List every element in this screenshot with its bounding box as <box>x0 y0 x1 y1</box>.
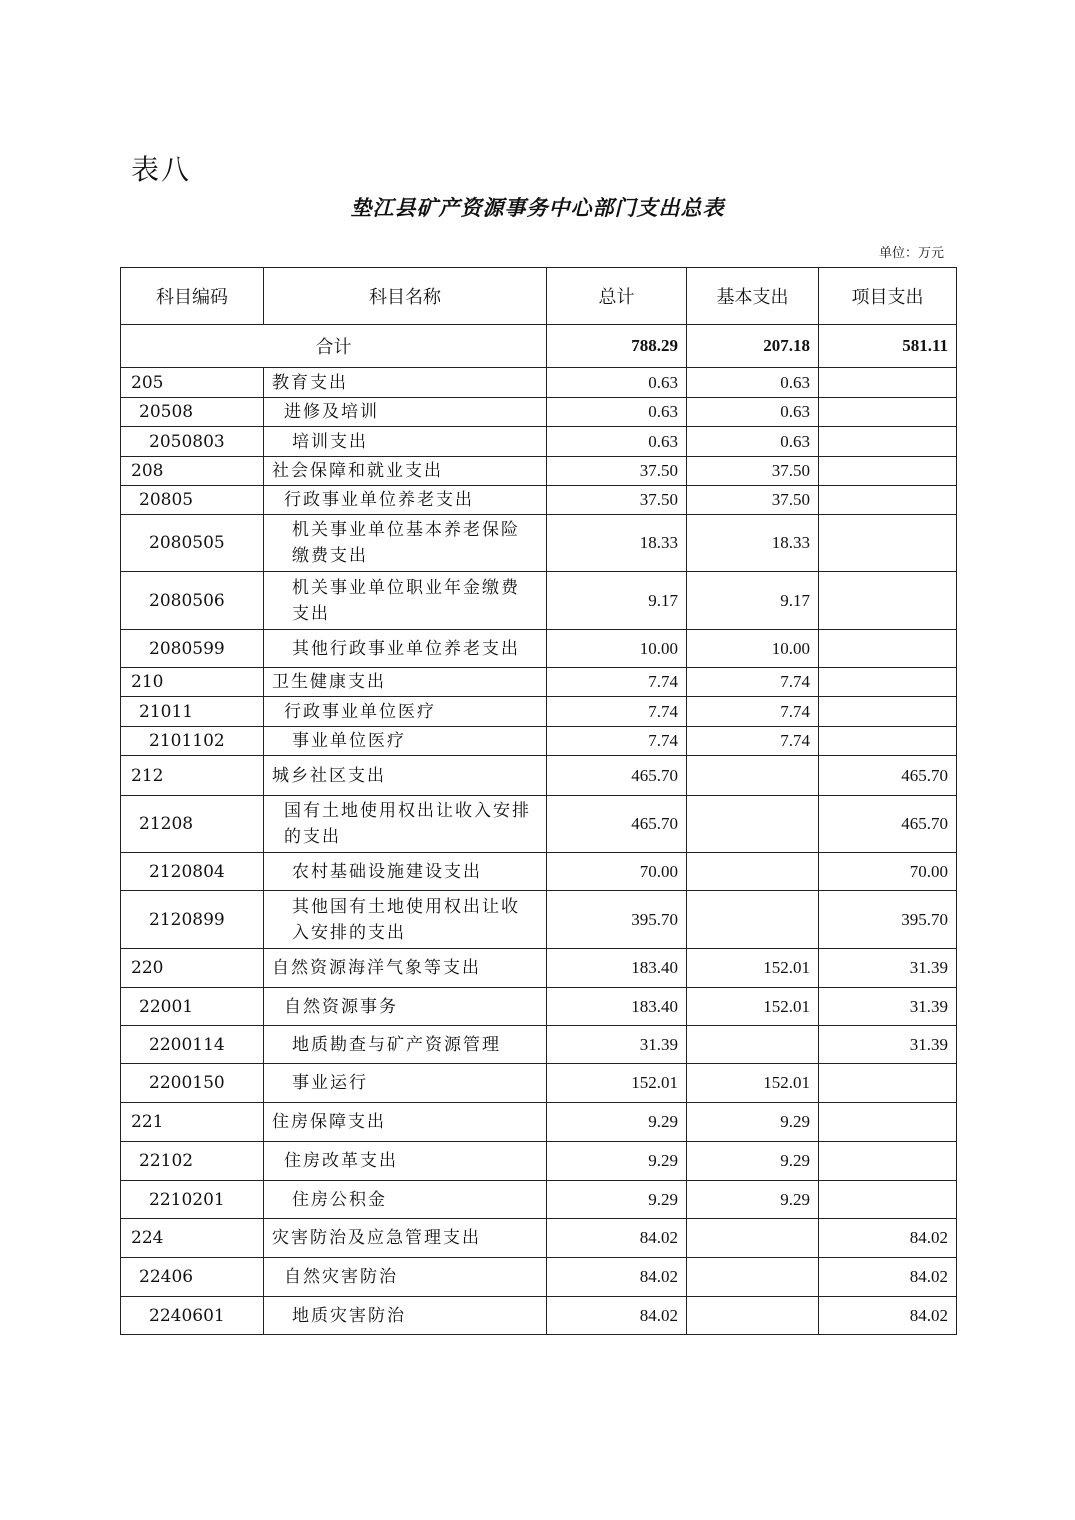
table-row <box>121 1181 957 1219</box>
table-row <box>121 1103 957 1142</box>
row-code: 2200114 <box>121 1026 264 1064</box>
table-row <box>121 1142 957 1181</box>
row-code: 2120899 <box>121 891 264 949</box>
row-name: 住房公积金 <box>264 1181 547 1219</box>
row-name: 自然灾害防治 <box>264 1258 547 1297</box>
table-row <box>121 853 957 891</box>
table-row <box>121 368 957 398</box>
row-total: 465.70 <box>547 796 687 853</box>
header-name: 科目名称 <box>264 268 547 325</box>
row-name: 地质勘查与矿产资源管理 <box>264 1026 547 1064</box>
row-name: 其他行政事业单位养老支出 <box>264 630 547 668</box>
table-row <box>121 398 957 427</box>
row-basic: 9.29 <box>687 1103 819 1142</box>
row-name: 培训支出 <box>264 427 547 457</box>
row-project <box>819 1181 957 1219</box>
row-total: 0.63 <box>547 427 687 457</box>
row-name: 自然资源海洋气象等支出 <box>264 949 547 988</box>
table-row <box>121 949 957 988</box>
row-project: 84.02 <box>819 1219 957 1258</box>
row-project: 465.70 <box>819 796 957 853</box>
row-project: 70.00 <box>819 853 957 891</box>
table-row <box>121 697 957 727</box>
row-total: 465.70 <box>547 756 687 796</box>
row-total: 84.02 <box>547 1219 687 1258</box>
unit-note: 单位：万元 <box>878 246 944 261</box>
row-basic <box>687 853 819 891</box>
row-name: 社会保障和就业支出 <box>264 457 547 486</box>
row-name: 进修及培训 <box>264 398 547 427</box>
row-project: 465.70 <box>819 756 957 796</box>
table-row <box>121 891 957 949</box>
row-project <box>819 1142 957 1181</box>
row-name: 机关事业单位基本养老保险缴费支出 <box>264 515 547 572</box>
row-total: 9.29 <box>547 1103 687 1142</box>
total-project: 581.11 <box>819 325 957 368</box>
row-total: 183.40 <box>547 988 687 1026</box>
row-basic: 7.74 <box>687 668 819 697</box>
row-basic: 18.33 <box>687 515 819 572</box>
row-basic <box>687 891 819 949</box>
row-total: 7.74 <box>547 697 687 727</box>
row-basic <box>687 796 819 853</box>
row-total: 0.63 <box>547 398 687 427</box>
row-code: 2200150 <box>121 1064 264 1103</box>
table-row <box>121 796 957 853</box>
table-header-row <box>121 268 957 325</box>
row-code: 2080506 <box>121 572 264 630</box>
row-code: 2050803 <box>121 427 264 457</box>
table-row <box>121 1219 957 1258</box>
row-name: 城乡社区支出 <box>264 756 547 796</box>
table-row <box>121 630 957 668</box>
row-total: 18.33 <box>547 515 687 572</box>
row-basic: 0.63 <box>687 368 819 398</box>
row-project <box>819 572 957 630</box>
table-row <box>121 1258 957 1297</box>
row-basic <box>687 1297 819 1335</box>
row-total: 31.39 <box>547 1026 687 1064</box>
row-code: 2080505 <box>121 515 264 572</box>
table-row <box>121 1064 957 1103</box>
row-total: 9.29 <box>547 1181 687 1219</box>
row-project: 31.39 <box>819 1026 957 1064</box>
row-code: 224 <box>121 1219 264 1258</box>
table-row <box>121 1026 957 1064</box>
row-basic: 9.29 <box>687 1142 819 1181</box>
row-code: 21208 <box>121 796 264 853</box>
total-total: 788.29 <box>547 325 687 368</box>
row-name: 卫生健康支出 <box>264 668 547 697</box>
row-project <box>819 697 957 727</box>
expenditure-table <box>120 267 957 1335</box>
row-code: 20805 <box>121 486 264 515</box>
row-code: 22001 <box>121 988 264 1026</box>
row-total: 70.00 <box>547 853 687 891</box>
row-name: 灾害防治及应急管理支出 <box>264 1219 547 1258</box>
row-basic: 7.74 <box>687 697 819 727</box>
row-code: 22406 <box>121 1258 264 1297</box>
row-total: 10.00 <box>547 630 687 668</box>
row-total: 395.70 <box>547 891 687 949</box>
row-name: 行政事业单位医疗 <box>264 697 547 727</box>
row-code: 220 <box>121 949 264 988</box>
row-code: 20508 <box>121 398 264 427</box>
row-project: 395.70 <box>819 891 957 949</box>
row-name: 农村基础设施建设支出 <box>264 853 547 891</box>
row-code: 2210201 <box>121 1181 264 1219</box>
row-code: 2101102 <box>121 727 264 756</box>
total-basic: 207.18 <box>687 325 819 368</box>
document-title: 垫江县矿产资源事务中心部门支出总表 <box>350 195 725 220</box>
header-basic: 基本支出 <box>687 268 819 325</box>
row-name: 行政事业单位养老支出 <box>264 486 547 515</box>
row-name: 住房保障支出 <box>264 1103 547 1142</box>
row-total: 7.74 <box>547 727 687 756</box>
table-row <box>121 457 957 486</box>
header-code: 科目编码 <box>121 268 264 325</box>
row-basic: 152.01 <box>687 949 819 988</box>
table-row <box>121 427 957 457</box>
row-basic: 152.01 <box>687 988 819 1026</box>
row-basic: 9.17 <box>687 572 819 630</box>
row-basic: 9.29 <box>687 1181 819 1219</box>
row-project: 31.39 <box>819 949 957 988</box>
row-basic <box>687 1219 819 1258</box>
row-project <box>819 727 957 756</box>
table-row <box>121 486 957 515</box>
row-basic: 10.00 <box>687 630 819 668</box>
row-basic: 7.74 <box>687 727 819 756</box>
row-code: 2120804 <box>121 853 264 891</box>
row-project <box>819 368 957 398</box>
row-project: 84.02 <box>819 1297 957 1335</box>
row-total: 37.50 <box>547 486 687 515</box>
row-project: 84.02 <box>819 1258 957 1297</box>
table-row <box>121 572 957 630</box>
row-code: 205 <box>121 368 264 398</box>
row-total: 9.17 <box>547 572 687 630</box>
row-code: 22102 <box>121 1142 264 1181</box>
row-name: 地质灾害防治 <box>264 1297 547 1335</box>
table-row <box>121 727 957 756</box>
row-project: 31.39 <box>819 988 957 1026</box>
row-name: 事业单位医疗 <box>264 727 547 756</box>
row-project <box>819 1103 957 1142</box>
table-label: 表八 <box>131 153 192 186</box>
row-name: 其他国有土地使用权出让收入安排的支出 <box>264 891 547 949</box>
row-total: 183.40 <box>547 949 687 988</box>
row-project <box>819 486 957 515</box>
row-code: 208 <box>121 457 264 486</box>
row-code: 221 <box>121 1103 264 1142</box>
header-project: 项目支出 <box>819 268 957 325</box>
row-project <box>819 515 957 572</box>
row-code: 210 <box>121 668 264 697</box>
row-name: 自然资源事务 <box>264 988 547 1026</box>
row-basic <box>687 1258 819 1297</box>
row-basic: 37.50 <box>687 457 819 486</box>
row-total: 37.50 <box>547 457 687 486</box>
row-basic: 0.63 <box>687 398 819 427</box>
row-total: 7.74 <box>547 668 687 697</box>
total-label: 合计 <box>121 325 547 368</box>
row-project <box>819 427 957 457</box>
row-name: 机关事业单位职业年金缴费支出 <box>264 572 547 630</box>
table-row <box>121 515 957 572</box>
row-project <box>819 630 957 668</box>
row-code: 2240601 <box>121 1297 264 1335</box>
header-total: 总计 <box>547 268 687 325</box>
row-total: 84.02 <box>547 1258 687 1297</box>
row-project <box>819 457 957 486</box>
row-total: 152.01 <box>547 1064 687 1103</box>
row-project <box>819 1064 957 1103</box>
row-name: 教育支出 <box>264 368 547 398</box>
row-project <box>819 398 957 427</box>
row-basic <box>687 756 819 796</box>
row-total: 84.02 <box>547 1297 687 1335</box>
row-code: 21011 <box>121 697 264 727</box>
row-basic: 0.63 <box>687 427 819 457</box>
row-name: 住房改革支出 <box>264 1142 547 1181</box>
row-name: 事业运行 <box>264 1064 547 1103</box>
row-total: 0.63 <box>547 368 687 398</box>
table-row <box>121 668 957 697</box>
row-code: 212 <box>121 756 264 796</box>
table-row <box>121 1297 957 1335</box>
row-basic: 152.01 <box>687 1064 819 1103</box>
row-total: 9.29 <box>547 1142 687 1181</box>
row-name: 国有土地使用权出让收入安排的支出 <box>264 796 547 853</box>
row-project <box>819 668 957 697</box>
table-row <box>121 988 957 1026</box>
row-basic: 37.50 <box>687 486 819 515</box>
row-code: 2080599 <box>121 630 264 668</box>
table-row <box>121 756 957 796</box>
total-row <box>121 325 957 368</box>
row-basic <box>687 1026 819 1064</box>
